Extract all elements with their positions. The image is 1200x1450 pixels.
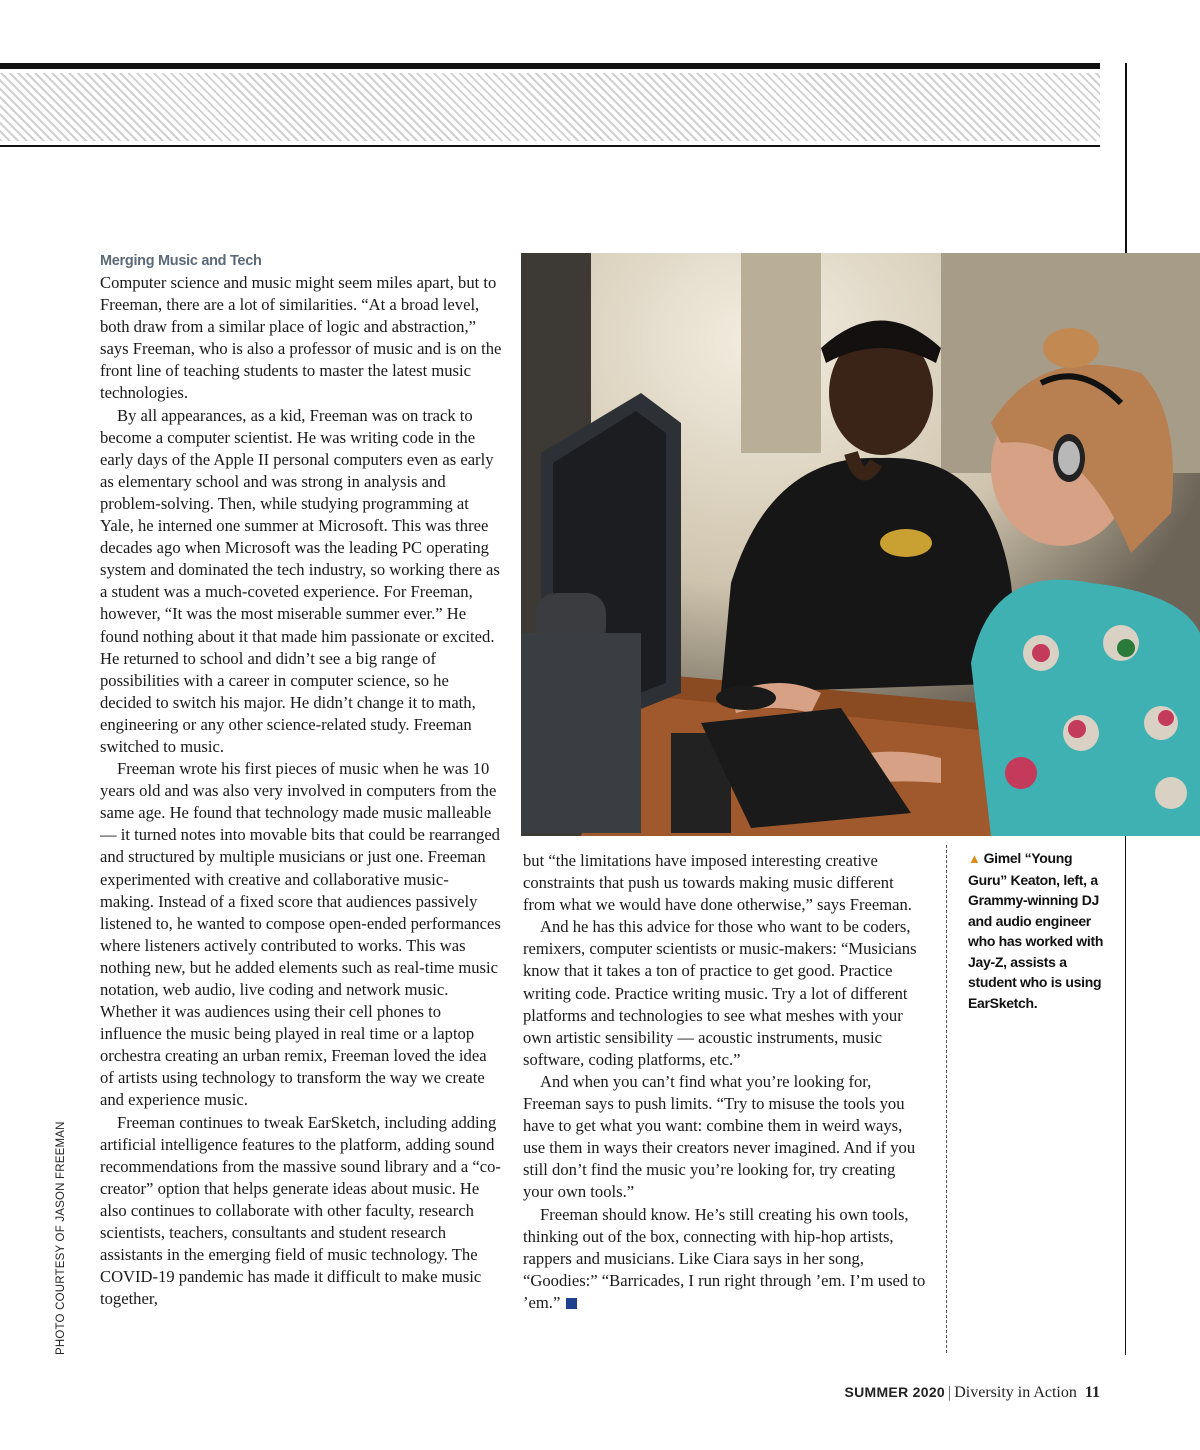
page-number: 11 xyxy=(1084,1384,1100,1401)
header-top-rule xyxy=(0,63,1100,69)
paragraph xyxy=(523,1204,927,1314)
end-mark-icon xyxy=(566,1298,577,1309)
article-column-middle xyxy=(523,850,927,1314)
footer-separator: | xyxy=(948,1384,952,1401)
issue-season: SUMMER 2020 xyxy=(844,1384,946,1400)
paragraph: but “the limitations have imposed interesting creative constraints that push us towards making music different from what we would have done otherwise,” says Freeman. xyxy=(523,851,912,915)
paragraph: Freeman wrote his first pieces of music when he was 10 years old and was also very involved in computers from the same age. He found that technology made music malleable — it turned notes into movable bits that could be rearranged and structured by multiple musicians or just one. Freeman experimented with creative and collaborative music-making. Instead of a fixed score that audiences passively listened to, he wanted to compose open-ended performances where listeners actively contributed to works. This was nothing new, but he added elements such as real-time music notation, web audio, live coding and network music. Whether it was audiences using their cell phones to influence the music being played in real time or a laptop orchestra creating an urban remix, Freeman loved the idea of artists using technology to transform the way we create and experience music. xyxy=(100,759,501,1110)
photo-caption xyxy=(968,848,1113,1013)
article-photo xyxy=(521,253,1200,836)
paragraph: Freeman continues to tweak EarSketch, including adding artificial intelligence features to the platform, adding sound recommendations from the massive sound library and a “co-creator” option that helps generate ideas about music. He also continues to collaborate with other faculty, research scientists, teachers, consultants and student research assistants in the emerging field of music technology. The COVID-19 pandemic has made it difficult to make music together, xyxy=(100,1112,501,1309)
header-hatch-band xyxy=(0,73,1100,141)
paragraph: And when you can’t find what you’re looking for, Freeman says to push limits. “Try to misuse the tools you have to get what you want: combine them in weird ways, use them in ways their creators never imagined. And if you still don’t find the music you’re looking for, try creating your own tools.” xyxy=(523,1071,916,1202)
article-column-left xyxy=(100,250,502,1310)
right-margin-rule-lower xyxy=(1125,835,1126,1355)
paragraph: By all appearances, as a kid, Freeman was on track to become a computer scientist. He was writing code in the early days of the Apple II personal computers even as early as elementary school and was strong in analysis and problem-solving. Then, while studying programming at Yale, he interned one summer at Microsoft. This was three decades ago when Microsoft was the leading PC operating system and dominated the tech industry, so working there as a student was a much-coveted experience. For Freeman, however, “It was the most miserable summer ever.” He found nothing about it that made him passionate or excited. He returned to school and didn’t see a big range of possibilities with a career in computer science, so he decided to switch his major. He didn’t change it to math, engineering or any other science-related study. Freeman switched to music. xyxy=(100,405,500,756)
right-margin-rule xyxy=(1125,63,1127,253)
paragraph: Computer science and music might seem miles apart, but to Freeman, there are a lot of similarities. “At a broad level, both draw from a similar place of logic and abstraction,” says Freeman, who is also a professor of music and is on the front line of teaching students to master the latest music technologies. xyxy=(100,273,502,403)
caption-divider xyxy=(946,845,947,1353)
magazine-name: Diversity in Action xyxy=(954,1384,1077,1401)
header-bottom-rule xyxy=(0,145,1100,147)
triangle-up-icon: ▲ xyxy=(968,851,981,866)
caption-text: Gimel “Young Guru” Keaton, left, a Grammy-winning DJ and audio engineer who has worked with Jay-Z, assists a student who is using EarSketch. xyxy=(968,850,1104,1011)
paragraph: And he has this advice for those who want to be coders, remixers, computer scientists or music-makers: “Musicians know that it takes a ton of practice to get good. Practice writing code. Practice writing music. Try a lot of different platforms and technologies to see what meshes with your own artistic sensibility — acoustic instruments, music software, coding platforms, etc.” xyxy=(523,917,917,1069)
page-footer xyxy=(800,1384,1100,1402)
photo-credit: PHOTO COURTESY OF JASON FREEMAN xyxy=(55,1121,67,1355)
paragraph-text: Freeman should know. He’s still creating his own tools, thinking out of the box, connecting with hip-hop artists, rappers and musicians. Like Ciara says in her song, “Goodies:” “Barricades, I run right through ’em. I’m used to ’em.” xyxy=(523,1204,926,1312)
section-subhead: Merging Music and Tech xyxy=(100,253,262,269)
